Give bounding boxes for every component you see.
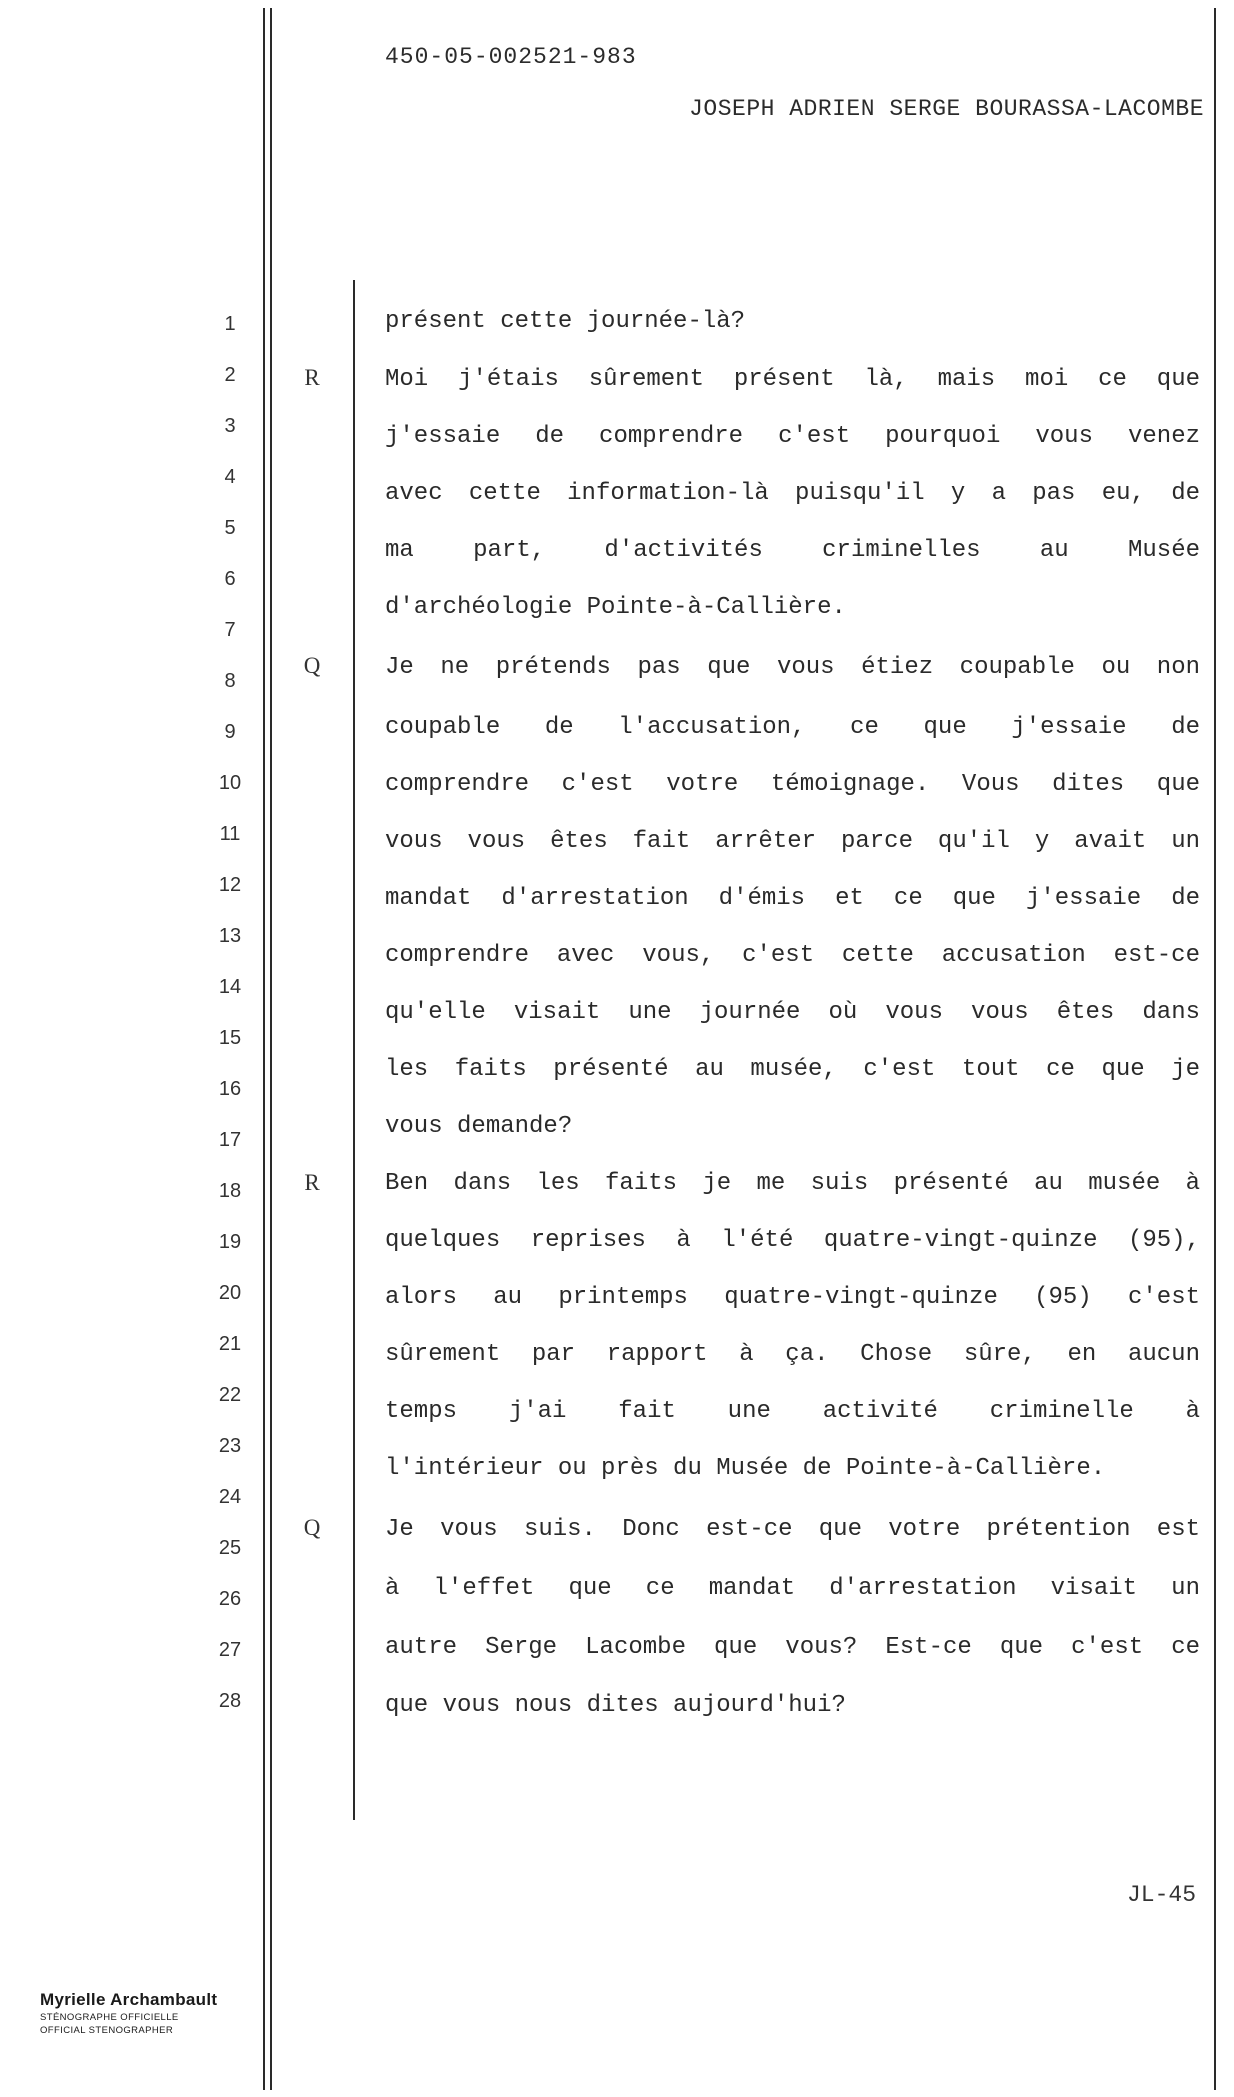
line-number: 6: [224, 568, 236, 590]
stenographer-stamp: [40, 1990, 230, 2036]
stenographer-title-fr: STÉNOGRAPHE OFFICIELLE: [40, 2012, 179, 2023]
line-number: 15: [218, 1027, 242, 1049]
line-number: 18: [218, 1180, 242, 1202]
line-number: 5: [224, 517, 236, 539]
line-number: 25: [218, 1537, 242, 1559]
transcript-line: avec cette information-là puisqu'il y a pas eu, de: [385, 480, 1200, 507]
line-number: 1: [224, 313, 236, 335]
line-number: 21: [218, 1333, 242, 1355]
transcript-line: comprendre c'est votre témoignage. Vous dites que: [385, 771, 1200, 798]
speaker-marker-r: R: [304, 365, 320, 390]
transcript-line: autre Serge Lacombe que vous? Est-ce que c'est ce: [385, 1634, 1200, 1661]
transcript-line: comprendre avec vous, c'est cette accusation est-ce: [385, 942, 1200, 969]
page-number: JL-45: [1126, 1882, 1196, 1908]
transcript-line: qu'elle visait une journée où vous vous êtes dans: [385, 999, 1200, 1026]
transcript-line: Ben dans les faits je me suis présenté au musée à: [385, 1170, 1200, 1197]
transcript-line: sûrement par rapport à ça. Chose sûre, en aucun: [385, 1341, 1200, 1368]
transcript-line: Je ne prétends pas que vous étiez coupable ou non: [385, 654, 1200, 681]
line-number: 23: [218, 1435, 242, 1457]
line-number: 2: [224, 364, 236, 386]
transcript-line: à l'effet que ce mandat d'arrestation visait un: [385, 1575, 1200, 1602]
stenographer-title-en: OFFICIAL STENOGRAPHER: [40, 2025, 174, 2036]
line-number: 27: [218, 1639, 242, 1661]
line-number: 20: [218, 1282, 242, 1304]
transcript-line: coupable de l'accusation, ce que j'essaie de: [385, 714, 1200, 741]
line-number: 19: [218, 1231, 242, 1253]
line-number: 4: [224, 466, 236, 488]
line-number: 28: [218, 1690, 242, 1712]
line-number: 13: [218, 925, 242, 947]
transcript-line: présent cette journée-là?: [385, 308, 746, 335]
speaker-marker-q: Q: [303, 653, 321, 678]
left-margin-rule-inner: [270, 8, 272, 2090]
line-number: 3: [224, 415, 236, 437]
transcript-line: vous demande?: [385, 1113, 573, 1140]
transcript-line: quelques reprises à l'été quatre-vingt-quinze (95),: [385, 1227, 1200, 1254]
line-number: 14: [218, 976, 242, 998]
line-number: 10: [218, 772, 242, 794]
transcript-line: j'essaie de comprendre c'est pourquoi vous venez: [385, 423, 1200, 450]
speaker-marker-q: Q: [303, 1515, 321, 1540]
transcript-line: mandat d'arrestation d'émis et ce que j'essaie de: [385, 885, 1200, 912]
line-number: 7: [224, 619, 236, 641]
case-number: 450-05-002521-983: [385, 44, 637, 70]
right-margin-rule: [1214, 8, 1216, 2090]
speaker-marker-r: R: [304, 1170, 320, 1195]
line-number: 24: [218, 1486, 242, 1508]
line-number: 16: [218, 1078, 242, 1100]
speaker-column-rule: [353, 280, 355, 1820]
transcript-line: Moi j'étais sûrement présent là, mais moi ce que: [385, 366, 1200, 393]
transcript-line: d'archéologie Pointe-à-Callière.: [385, 594, 846, 621]
line-number: 8: [224, 670, 236, 692]
transcript-line: les faits présenté au musée, c'est tout ce que je: [385, 1056, 1200, 1083]
transcript-line: alors au printemps quatre-vingt-quinze (95) c'est: [385, 1284, 1200, 1311]
line-number: 9: [224, 721, 236, 743]
line-number: 26: [218, 1588, 242, 1610]
line-number: 12: [218, 874, 242, 896]
stenographer-name: Myrielle Archambault: [40, 1990, 218, 2009]
line-number: 22: [218, 1384, 242, 1406]
witness-name: JOSEPH ADRIEN SERGE BOURASSA-LACOMBE: [689, 96, 1204, 122]
line-number: 11: [219, 823, 241, 845]
line-number: 17: [218, 1129, 242, 1151]
transcript-line: Je vous suis. Donc est-ce que votre prétention est: [385, 1516, 1200, 1543]
transcript-line: temps j'ai fait une activité criminelle à: [385, 1398, 1200, 1425]
left-margin-rule-outer: [263, 8, 265, 2090]
transcript-line: l'intérieur ou près du Musée de Pointe-à-Callière.: [385, 1455, 1106, 1482]
transcript-line: ma part, d'activités criminelles au Musée: [385, 537, 1200, 564]
transcript-line: que vous nous dites aujourd'hui?: [385, 1692, 846, 1719]
transcript-line: vous vous êtes fait arrêter parce qu'il y avait un: [385, 828, 1200, 855]
